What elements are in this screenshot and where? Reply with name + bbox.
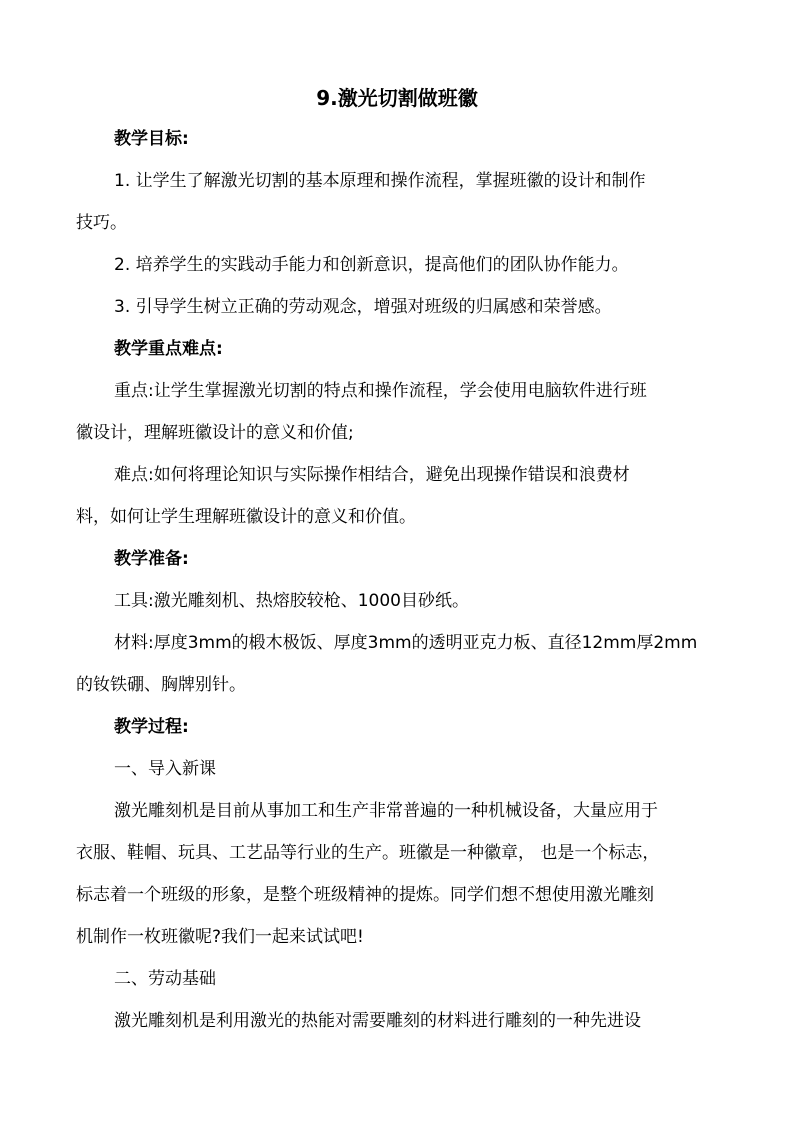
- process-heading: 教学过程:: [114, 717, 189, 737]
- preparation-heading: 教学准备:: [114, 549, 189, 569]
- objective-1-line1: 1. 让学生了解激光切割的基本原理和操作流程，掌握班徽的设计和制作: [114, 171, 646, 191]
- objective-1-line2: 技巧。: [76, 213, 127, 233]
- document-title: 9.激光切割做班徽: [316, 86, 478, 110]
- section-1-para-line1: 激光雕刻机是目前从事加工和生产非常普遍的一种机械设备，大量应用于: [114, 801, 658, 821]
- objective-3: 3. 引导学生树立正确的劳动观念，增强对班级的归属感和荣誉感。: [114, 297, 612, 317]
- difficulty-line1: 难点:如何将理论知识与实际操作相结合，避免出现操作错误和浪费材: [114, 465, 630, 485]
- materials-line2: 的钕铁硼、胸牌别针。: [76, 675, 246, 695]
- section-1-heading: 一、导入新课: [114, 759, 216, 779]
- objective-2: 2. 培养学生的实践动手能力和创新意识，提高他们的团队协作能力。: [114, 255, 629, 275]
- difficulty-line2: 料，如何让学生理解班徽设计的意义和价值。: [76, 507, 416, 527]
- key-point-line1: 重点:让学生掌握激光切割的特点和操作流程，学会使用电脑软件进行班: [114, 381, 647, 401]
- tools-line: 工具:激光雕刻机、热熔胶较枪、1000目砂纸。: [114, 591, 469, 611]
- section-1-para-line2: 衣服、鞋帽、玩具、工艺品等行业的生产。班徽是一种徽章， 也是一个标志，: [76, 843, 660, 863]
- section-2-heading: 二、劳动基础: [114, 969, 216, 989]
- key-point-line2: 徽设计，理解班徽设计的意义和价值;: [76, 423, 354, 443]
- section-1-para-line3: 标志着一个班级的形象，是整个班级精神的提炼。同学们想不想使用激光雕刻: [76, 885, 654, 905]
- objectives-heading: 教学目标:: [114, 129, 189, 149]
- section-2-para-line1: 激光雕刻机是利用激光的热能对需要雕刻的材料进行雕刻的一种先进设: [114, 1011, 641, 1031]
- materials-line1: 材料:厚度3mm的椴木极饭、厚度3mm的透明亚克力板、直径12mm厚2mm: [114, 633, 698, 653]
- section-1-para-line4: 机制作一枚班徽呢?我们一起来试试吧!: [76, 927, 364, 947]
- key-points-heading: 教学重点难点:: [114, 339, 223, 359]
